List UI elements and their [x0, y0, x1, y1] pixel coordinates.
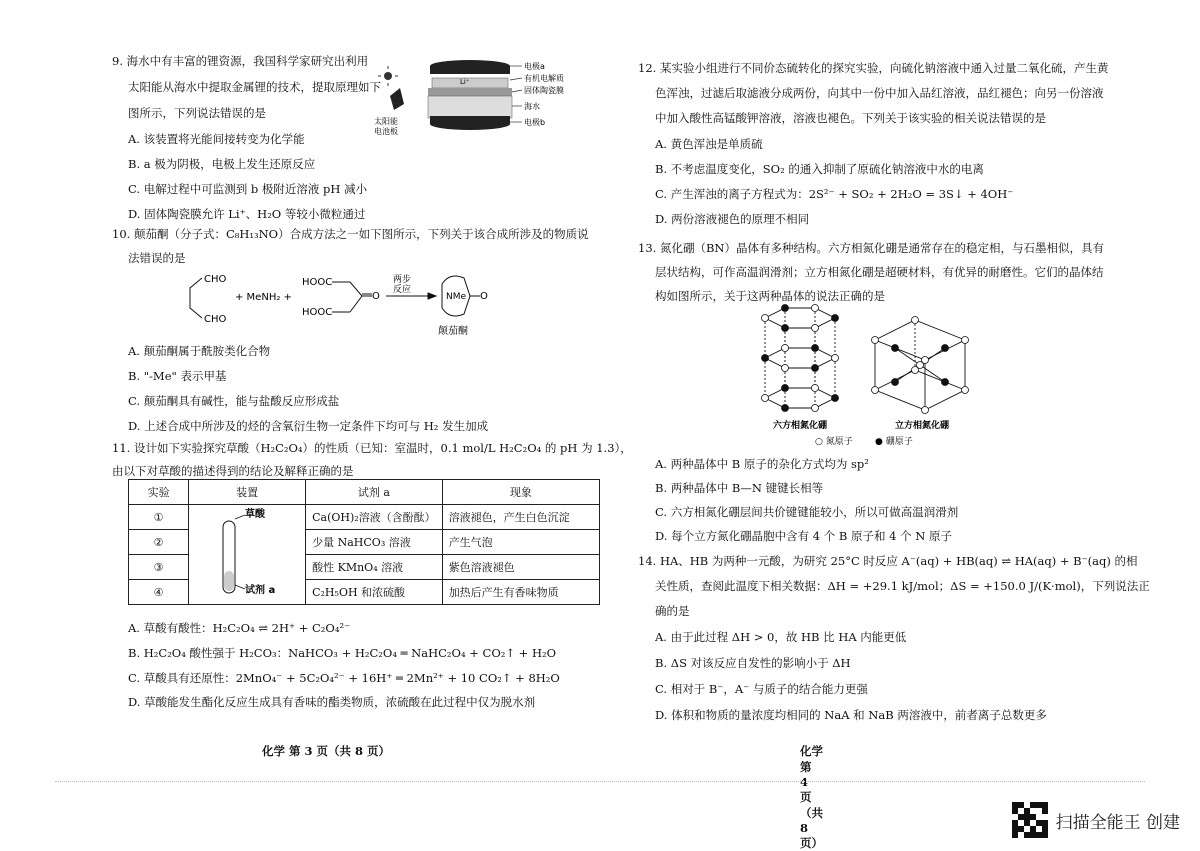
q9-option-d: D. 固体陶瓷膜允许 Li⁺、H₂O 等较小微粒通过	[128, 207, 366, 221]
q12-option-a: A. 黄色浑浊是单质硫	[655, 137, 763, 151]
label-solar-2: 电池板	[374, 127, 398, 136]
tube-label-bottom: 试剂 a	[245, 585, 276, 596]
label-electrode-a: 电极a	[524, 62, 545, 71]
reactant-methylamine: + MeNH₂ +	[235, 292, 292, 303]
q12-stem-line3: 中加入酸性高锰酸钾溶液，溶液也褪色。下列关于该实验的相关说法错误的是	[655, 111, 1046, 125]
reagent-cell: 酸性 KMnO₄ 溶液	[306, 555, 443, 580]
q14-stem-line1: 14. HA、HB 为两种一元酸，为研究 25°C 时反应 A⁻(aq) + HB(aq) ⇌ HA(aq) + B⁻(aq) 的相	[638, 554, 1138, 568]
reagent-cell: 少量 NaHCO₃ 溶液	[306, 530, 443, 555]
q13-stem-line1: 13. 氮化硼（BN）晶体有多种结构。六方相氮化硼是通常存在的稳定相，与石墨相似，具有	[638, 241, 1104, 255]
legend-nitrogen: ○ 氮原子	[815, 437, 853, 447]
reagent-cell: Ca(OH)₂溶液（含酚酞）	[306, 505, 443, 530]
label-membrane: 固体陶瓷膜	[524, 86, 564, 95]
reactant1-cho-top: CHO	[204, 274, 227, 285]
label-electrode-b: 电极b	[524, 118, 546, 127]
q10-option-d: D. 上述合成中所涉及的烃的含氧衍生物一定条件下均可与 H₂ 发生加成	[128, 419, 489, 433]
q12-option-d: D. 两份溶液褪色的原理不相同	[655, 212, 810, 226]
phenomenon-cell: 加热后产生有香味物质	[442, 580, 599, 605]
reactant3-hooc-bottom: HOOC	[302, 307, 333, 318]
reactant3-hooc-top: HOOC	[302, 277, 333, 288]
svg-text:O: O	[372, 291, 380, 302]
legend-boron: ● 硼原子	[875, 437, 913, 447]
svg-text:O: O	[480, 291, 488, 302]
q12-stem-line1: 12. 某实验小组进行不同价态硫转化的探究实验，向硫化钠溶液中通入过量二氧化硫，产生黄	[638, 61, 1109, 75]
q10-option-c: C. 颠茄酮具有碱性，能与盐酸反应形成盐	[128, 394, 340, 408]
q10-option-b: B. "-Me" 表示甲基	[128, 369, 227, 383]
q13-option-d: D. 每个立方氮化硼晶胞中含有 4 个 B 原子和 4 个 N 原子	[655, 529, 953, 543]
qr-code-icon	[1012, 802, 1048, 838]
row-number: ②	[129, 530, 189, 555]
row-number: ①	[129, 505, 189, 530]
bn-crystal-structures	[755, 300, 995, 448]
phenomenon-cell: 产生气泡	[442, 530, 599, 555]
table-header: 装置	[189, 480, 306, 505]
q14-option-a: A. 由于此过程 ΔH > 0，故 HB 比 HA 内能更低	[655, 630, 907, 644]
label-electrolyte: 有机电解质	[524, 74, 564, 83]
page-bottom-divider	[55, 781, 1145, 782]
q9-option-b: B. a 极为阴极，电极上发生还原反应	[128, 157, 316, 171]
label-hexagonal-bn: 六方相氮化硼	[773, 421, 828, 431]
tube-label-top: 草酸	[245, 509, 266, 520]
row-number: ④	[129, 580, 189, 605]
table-header: 实验	[129, 480, 189, 505]
q9-option-a: A. 该装置将光能间接转变为化学能	[128, 132, 305, 146]
q13-option-a: A. 两种晶体中 B 原子的杂化方式均为 sp²	[655, 457, 869, 471]
watermark-text: 扫描全能王 创建	[1055, 812, 1180, 833]
q14-stem-line2: 关性质，查阅此温度下相关数据：ΔH = +29.1 kJ/mol；ΔS = +150.0 J/(K·mol)，下列说法正	[655, 579, 1150, 593]
reactant1-cho-bottom: CHO	[204, 314, 227, 325]
left-page-footer: 化学 第 3 页（共 8 页）	[262, 744, 391, 758]
q10-stem-line2: 法错误的是	[128, 251, 186, 265]
q14-stem-line3: 确的是	[655, 604, 690, 618]
q12-option-c: C. 产生浑浊的离子方程式为：2S²⁻ + SO₂ + 2H₂O = 3S↓ + 4OH⁻	[655, 187, 1014, 201]
q9-stem-line1: 9. 海水中有丰富的锂资源，我国科学家研究出利用	[112, 54, 369, 68]
label-seawater: 海水	[524, 102, 540, 111]
product-name: 颠茄酮	[438, 326, 468, 337]
q9-stem-line2: 太阳能从海水中提取金属锂的技术，提取原理如下	[128, 80, 381, 94]
table-header: 试剂 a	[306, 480, 443, 505]
q13-stem-line2: 层状结构，可作高温润滑剂；立方相氮化硼是超硬材料，有优异的耐磨性。它们的晶体结	[655, 265, 1104, 279]
q10-option-a: A. 颠茄酮属于酰胺类化合物	[128, 344, 271, 358]
q9-option-c: C. 电解过程中可监测到 b 极附近溶液 pH 减小	[128, 182, 368, 196]
q11-stem-line1: 11. 设计如下实验探究草酸（H₂C₂O₄）的性质（已知：室温时，0.1 mol/L H₂C₂O₄ 的 pH 为 1.3），	[112, 441, 632, 455]
arrow-label-bottom: 反应	[393, 285, 412, 295]
q12-option-b: B. 不考虑温度变化，SO₂ 的通入抑制了原硫化钠溶液中水的电离	[655, 162, 984, 176]
table-header: 现象	[442, 480, 599, 505]
q13-stem-line3: 构如图所示，关于这两种晶体的说法正确的是	[655, 289, 885, 303]
q13-option-c: C. 六方相氮化硼层间共价键键能较小，所以可做高温润滑剂	[655, 505, 959, 519]
q11-option-b: B. H₂C₂O₄ 酸性强于 H₂CO₃：NaHCO₃ + H₂C₂O₄ ═ NaHC₂O₄ + CO₂↑ + H₂O	[128, 646, 557, 660]
q11-option-d: D. 草酸能发生酯化反应生成具有香味的酯类物质，浓硫酸在此过程中仅为脱水剂	[128, 695, 536, 709]
row-number: ③	[129, 555, 189, 580]
hexagonal-bn-structure	[765, 308, 835, 408]
q14-option-c: C. 相对于 B⁻，A⁻ 与质子的结合能力更强	[655, 682, 868, 696]
q9-stem-line3: 图所示，下列说法错误的是	[128, 106, 266, 120]
right-page-footer: 化学 第 4 页（共 8 页）	[800, 744, 823, 850]
q11-option-a: A. 草酸有酸性：H₂C₂O₄ ⇌ 2H⁺ + C₂O₄²⁻	[128, 621, 351, 635]
q11-option-c: C. 草酸具有还原性：2MnO₄⁻ + 5C₂O₄²⁻ + 16H⁺ ═ 2Mn²⁺ + 10 CO₂↑ + 8H₂O	[128, 671, 560, 685]
q13-option-b: B. 两种晶体中 B—N 键键长相等	[655, 481, 824, 495]
label-li-ion: Li⁺	[460, 78, 470, 86]
product-nme-label: NMe	[446, 292, 467, 302]
label-solar-1: 太阳能	[374, 117, 398, 126]
label-cubic-bn: 立方相氮化硼	[895, 421, 950, 431]
q14-option-b: B. ΔS 对该反应自发性的影响小于 ΔH	[655, 656, 851, 670]
phenomenon-cell: 溶液褪色，产生白色沉淀	[442, 505, 599, 530]
arrow-label-top: 两步	[393, 275, 412, 285]
q11-stem-line2: 由以下对草酸的描述得到的结论及解释正确的是	[112, 464, 354, 478]
phenomenon-cell: 紫色溶液褪色	[442, 555, 599, 580]
q12-stem-line2: 色浑浊，过滤后取滤液分成两份，向其中一份中加入品红溶液，品红褪色；向另一份溶液	[655, 86, 1104, 100]
reagent-cell: C₂H₅OH 和浓硫酸	[306, 580, 443, 605]
q14-option-d: D. 体积和物质的量浓度均相同的 NaA 和 NaB 两溶液中，前者离子总数更多	[655, 708, 1047, 722]
scanner-watermark	[1012, 802, 1180, 838]
q10-stem-line1: 10. 颠茄酮（分子式：C₈H₁₃NO）合成方法之一如下图所示，下列关于该合成所涉及的物质说	[112, 227, 589, 241]
